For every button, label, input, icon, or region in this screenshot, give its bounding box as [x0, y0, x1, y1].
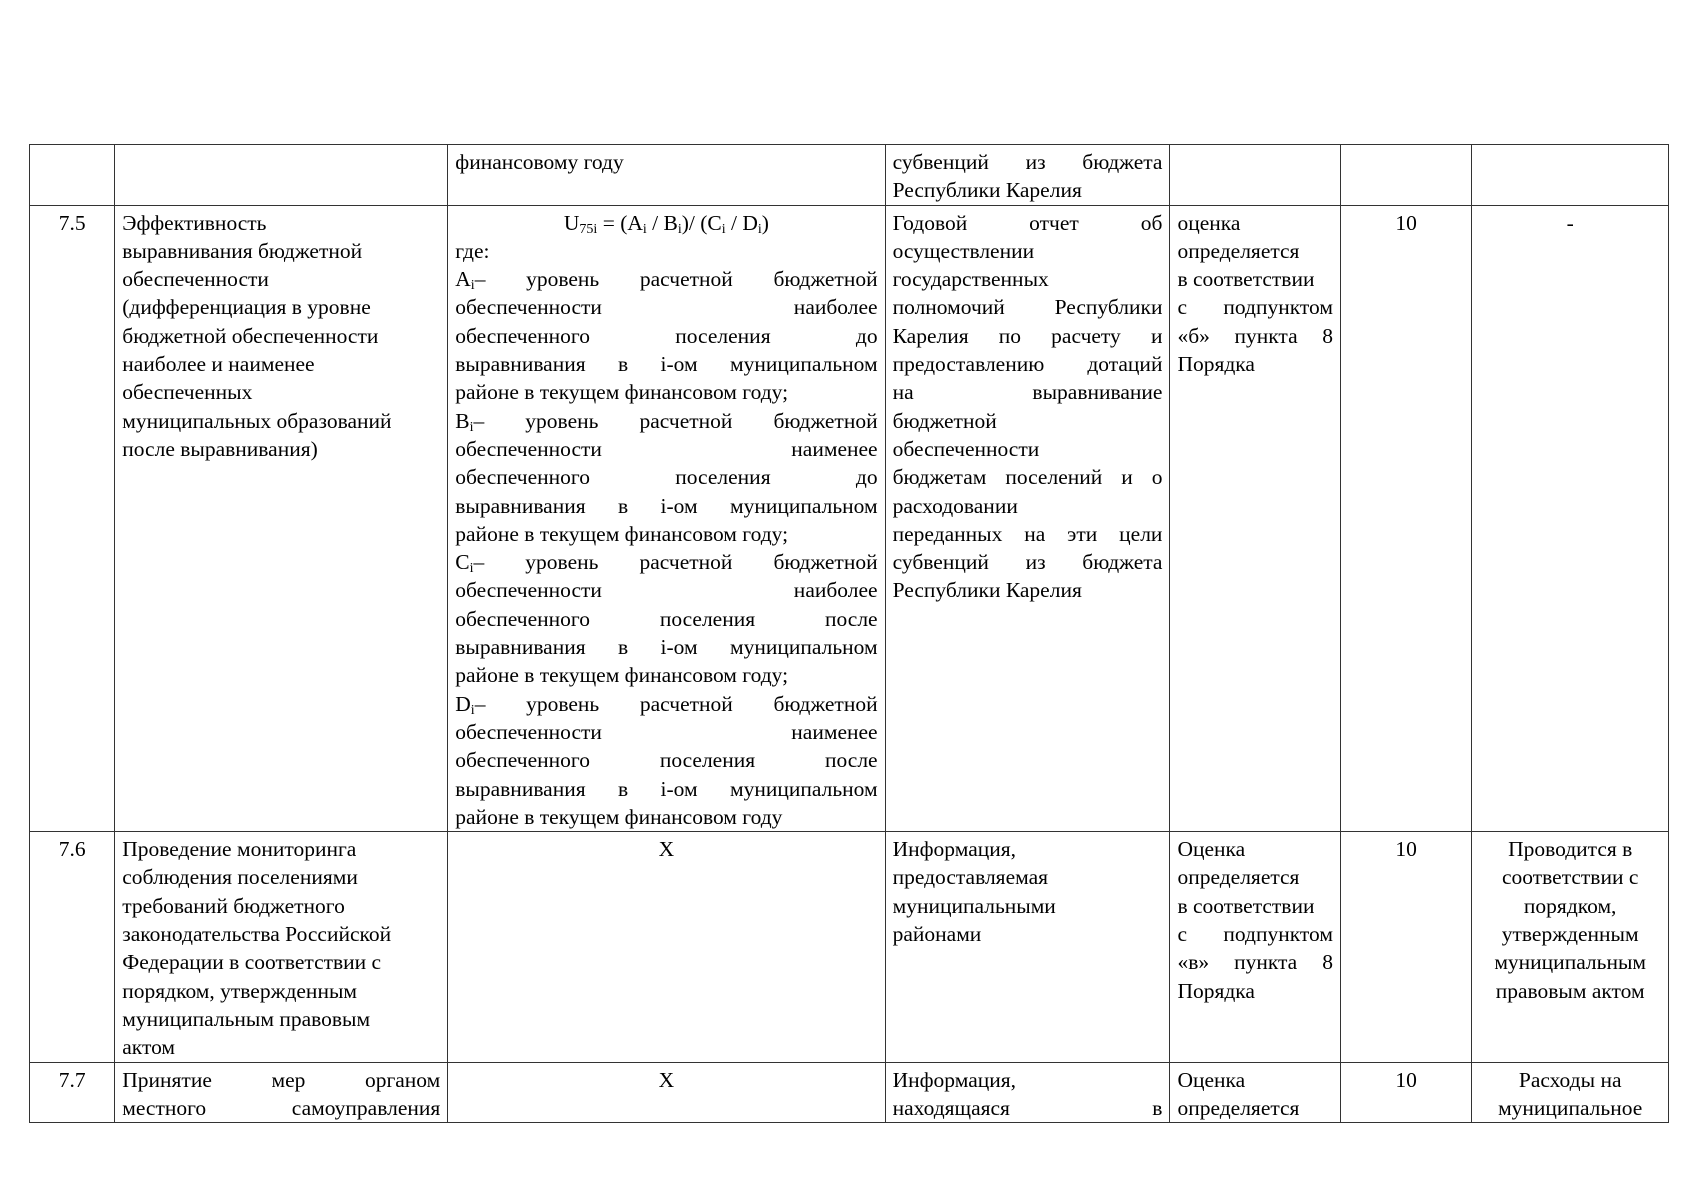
cell-source	[885, 1062, 1170, 1123]
source-line: районами	[892, 922, 982, 947]
source-line: Республики Карелия	[892, 578, 1082, 603]
source-line: предоставлению дотаций	[892, 352, 1163, 377]
definition-line: районе в текущем финансовом году	[455, 804, 783, 829]
cell-indicator	[115, 1062, 448, 1123]
cell-formula: X	[448, 832, 885, 1062]
source-line: субвенций из бюджета	[892, 150, 1163, 174]
source-line: Информация,	[892, 1067, 1017, 1092]
definition-b: $B_i-$ уровень расчетной бюджетной	[455, 408, 878, 435]
cell-num	[30, 145, 115, 206]
cell-score: 10	[1340, 205, 1471, 832]
indicator-line: Федерации в соответствии с	[122, 950, 382, 975]
cell-note	[1472, 1062, 1669, 1123]
indicator-line: требований бюджетного	[122, 893, 345, 918]
indicator-line: после выравнивания)	[122, 436, 318, 461]
indicator-line: порядком, утвержденным	[122, 978, 357, 1003]
source-line: Годовой отчет об	[892, 210, 1163, 235]
source-line: Республики Карелия	[892, 178, 1082, 203]
method-line: Порядка	[1177, 978, 1255, 1003]
source-line: обеспеченности	[892, 436, 1040, 461]
definition-line: обеспеченности наименее	[455, 436, 878, 461]
source-line: бюджетам поселений и о	[892, 465, 1163, 490]
method-line: с подпунктом	[1177, 295, 1333, 320]
method-line: в соответствии	[1177, 893, 1315, 918]
method-line: оценка	[1177, 210, 1241, 235]
table-row-7-5	[30, 205, 1669, 832]
criteria-table	[29, 144, 1669, 1123]
source-line: находящаяся в	[892, 1095, 1163, 1120]
cell-note: -	[1472, 205, 1669, 832]
cell-method	[1170, 145, 1341, 206]
cell-indicator	[115, 832, 448, 1062]
cell-num: 7.5	[30, 205, 115, 832]
cell-note	[1472, 832, 1669, 1062]
method-line: «б» пункта 8	[1177, 323, 1333, 348]
source-line: субвенций из бюджета	[892, 550, 1163, 575]
source-line: расходовании	[892, 493, 1018, 518]
indicator-line: актом	[122, 1035, 176, 1060]
method-line: определяется	[1177, 865, 1300, 890]
note-line: муниципальное	[1498, 1095, 1643, 1120]
note-line: соответствии с	[1501, 865, 1639, 890]
method-line: определяется	[1177, 238, 1300, 263]
cell-score	[1340, 145, 1471, 206]
cell-indicator	[115, 145, 448, 206]
source-line: Карелия по расчету и	[892, 323, 1163, 348]
indicator-line: законодательства Российской	[122, 922, 392, 947]
definition-line: районе в текущем финансовом году;	[455, 663, 789, 688]
source-line: полномочий Республики	[892, 295, 1163, 320]
note-line: порядком,	[1523, 893, 1617, 918]
definition-line: обеспеченного поселения до	[455, 323, 878, 348]
cell-source	[885, 205, 1170, 832]
source-line: бюджетной	[892, 408, 997, 433]
cell-note	[1472, 145, 1669, 206]
indicator-line: Принятие мер органом	[122, 1067, 441, 1092]
definition-line: выравнивания в i-ом муниципальном	[455, 776, 878, 801]
method-line: «в» пункта 8	[1177, 950, 1333, 975]
definition-line: обеспеченности наиболее	[455, 578, 878, 603]
cell-score: 10	[1340, 832, 1471, 1062]
cell-source	[885, 832, 1170, 1062]
method-line: Оценка	[1177, 837, 1246, 862]
definition-line: обеспеченности наименее	[455, 719, 878, 744]
indicator-line: обеспеченных	[122, 380, 253, 405]
definition-line: обеспеченного поселения после	[455, 606, 878, 631]
cell-formula	[448, 145, 885, 206]
note-line: Расходы на	[1518, 1067, 1622, 1092]
cell-method	[1170, 1062, 1341, 1123]
definition-line: обеспеченного поселения до	[455, 465, 878, 490]
formula: $U_{75i} = (A_i / B_i)/$ $(C_i / D_i)$	[563, 210, 769, 237]
source-line: предоставляемая	[892, 865, 1048, 890]
definition-line: выравнивания в i-ом муниципальном	[455, 493, 878, 518]
cell-num: 7.6	[30, 832, 115, 1062]
indicator-line: бюджетной обеспеченности	[122, 323, 379, 348]
cell-formula	[448, 205, 885, 832]
source-line: осуществлении	[892, 238, 1035, 263]
definition-line: выравнивания в i-ом муниципальном	[455, 352, 878, 377]
indicator-line: обеспеченности	[122, 267, 269, 292]
definition-line: обеспеченности наиболее	[455, 295, 878, 320]
indicator-line: соблюдения поселениями	[122, 865, 358, 890]
method-line: Оценка	[1177, 1067, 1246, 1092]
definition-d: $D_i-$ уровень расчетной бюджетной	[455, 691, 878, 718]
indicator-line: местного самоуправления	[122, 1095, 441, 1120]
cell-score: 10	[1340, 1062, 1471, 1123]
definition-line: районе в текущем финансовом году;	[455, 521, 789, 546]
note-line: правовым актом	[1495, 978, 1645, 1003]
definition-line: районе в текущем финансовом году;	[455, 380, 789, 405]
cell-num: 7.7	[30, 1062, 115, 1123]
cell-indicator	[115, 205, 448, 832]
note-line: муниципальным	[1494, 950, 1647, 975]
source-line: на выравнивание	[892, 380, 1163, 405]
method-line: Порядка	[1177, 352, 1255, 377]
indicator-line: Эффективность	[122, 210, 267, 235]
note-line: утвержденным	[1501, 922, 1639, 947]
source-line: муниципальными	[892, 893, 1056, 918]
table-row-continuation	[30, 145, 1669, 206]
cell-source	[885, 145, 1170, 206]
definition-a: $A_i-$ уровень расчетной бюджетной	[455, 267, 878, 294]
definition-line: обеспеченного поселения после	[455, 748, 878, 773]
cell-method	[1170, 205, 1341, 832]
cell-method	[1170, 832, 1341, 1062]
source-line: переданных на эти цели	[892, 521, 1163, 546]
method-line: с подпунктом	[1177, 922, 1333, 947]
indicator-line: (дифференциация в уровне	[122, 295, 371, 320]
indicator-line: муниципальных образований	[122, 408, 392, 433]
source-line: Информация,	[892, 837, 1017, 862]
formula-text: финансовому году	[455, 150, 624, 174]
indicator-line: муниципальным правовым	[122, 1006, 371, 1031]
source-line: государственных	[892, 267, 1049, 292]
table-row-7-7	[30, 1062, 1669, 1123]
cell-formula: X	[448, 1062, 885, 1123]
indicator-line: наиболее и наименее	[122, 352, 315, 377]
definition-c: $C_i-$ уровень расчетной бюджетной	[455, 550, 878, 577]
method-line: определяется	[1177, 1095, 1300, 1120]
note-line: Проводится в	[1508, 837, 1633, 862]
indicator-line: Проведение мониторинга	[122, 837, 357, 862]
formula-where: где:	[455, 238, 490, 263]
table-row-7-6	[30, 832, 1669, 1062]
method-line: в соответствии	[1177, 267, 1315, 292]
indicator-line: выравнивания бюджетной	[122, 238, 363, 263]
definition-line: выравнивания в i-ом муниципальном	[455, 635, 878, 660]
